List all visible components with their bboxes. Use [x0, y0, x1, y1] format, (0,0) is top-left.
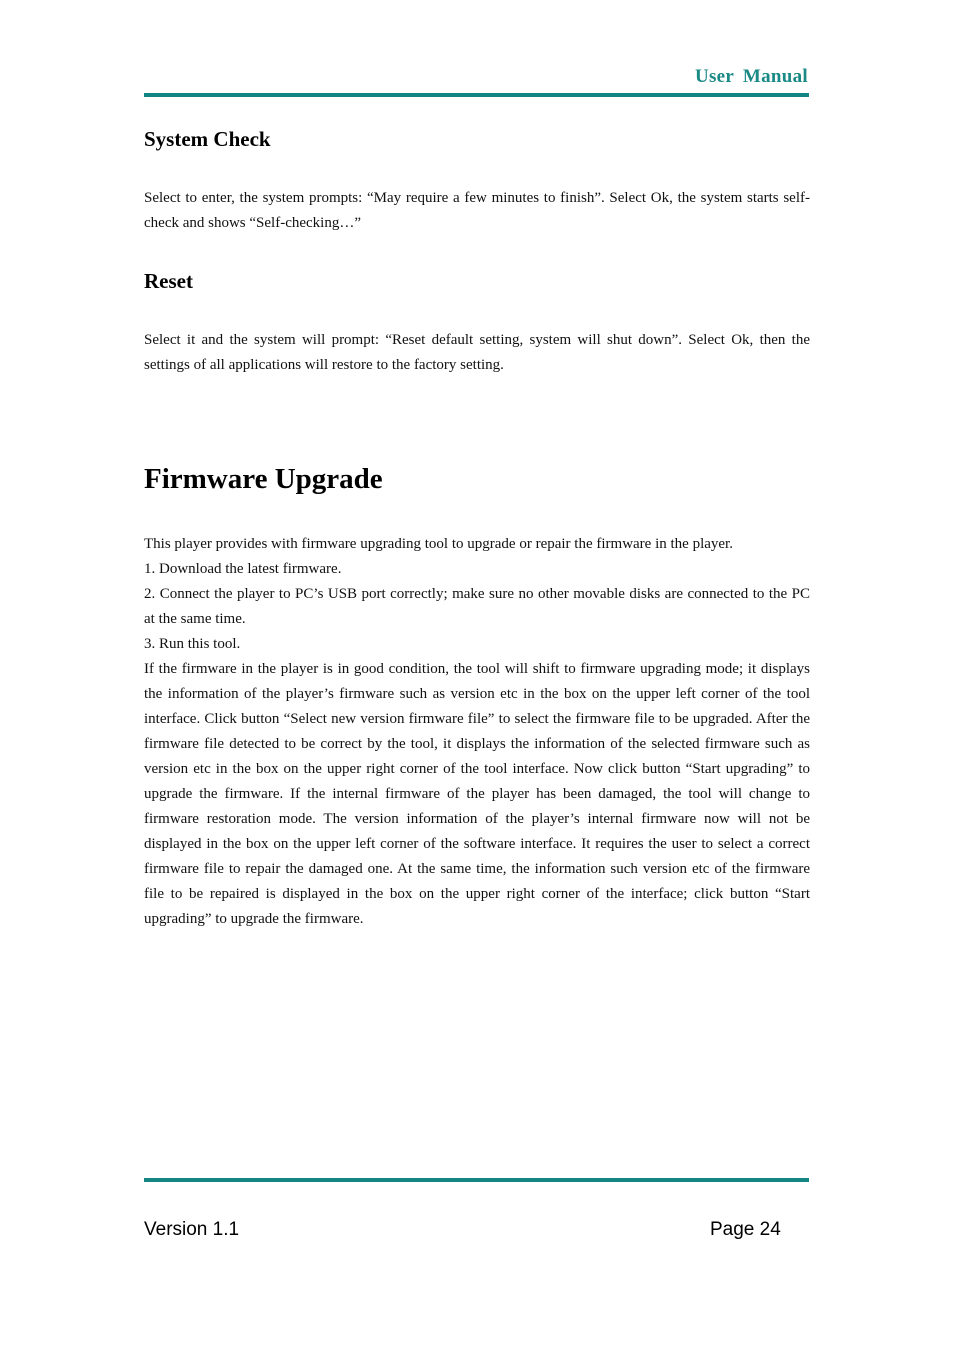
reset-heading: Reset: [144, 269, 193, 293]
footer-version: Version 1.1: [144, 1219, 240, 1240]
running-header-title: User Manual: [694, 66, 808, 87]
header-rule: [144, 93, 809, 97]
firmware-details-paragraph: If the firmware in the player is in good condition, the tool will shift to firmware upgrading mode; it displays the information of the player’s firmware such as version etc in the box on the upper left corner of the tool interface. Click button “Select new version firmware file” to select the firmware file to be upgraded. After the firmware file detected to be correct by the tool, it displays the information of the selected firmware such as version etc in the box on the upper right corner of the tool interface. Now click button “Start upgrading” to upgrade the firmware. If the internal firmware of the player has been damaged, the tool will change to firmware restoration mode. The version information of the player’s internal firmware now will not be displayed in the box on the upper left corner of the software interface. It requires the user to select a correct firmware file to repair the damaged one. At the same time, the information such version etc of the firmware file to be repaired is displayed in the box on the upper right corner of the interface; click button “Start upgrading” to upgrade the firmware.: [144, 661, 810, 927]
firmware-step-2: 2. Connect the player to PC’s USB port correctly; make sure no other movable disks are connected to the PC at the same time.: [144, 586, 810, 627]
firmware-upgrade-heading: Firmware Upgrade: [144, 463, 383, 495]
reset-paragraph: Select it and the system will prompt: “Reset default setting, system will shut down”. Select Ok, then the settings of all applications will restore to the factory setting.: [144, 332, 810, 373]
firmware-intro-paragraph: This player provides with firmware upgrading tool to upgrade or repair the firmware in the player.: [144, 536, 733, 552]
firmware-step-3: 3. Run this tool.: [144, 636, 241, 652]
system-check-paragraph: Select to enter, the system prompts: “May require a few minutes to finish”. Select Ok, the system starts self-check and shows “Self-checking…”: [144, 190, 810, 231]
system-check-heading: System Check: [144, 127, 271, 151]
firmware-step-1: 1. Download the latest firmware.: [144, 561, 342, 577]
footer-page-number: Page 24: [710, 1219, 781, 1240]
footer-rule: [144, 1178, 809, 1182]
